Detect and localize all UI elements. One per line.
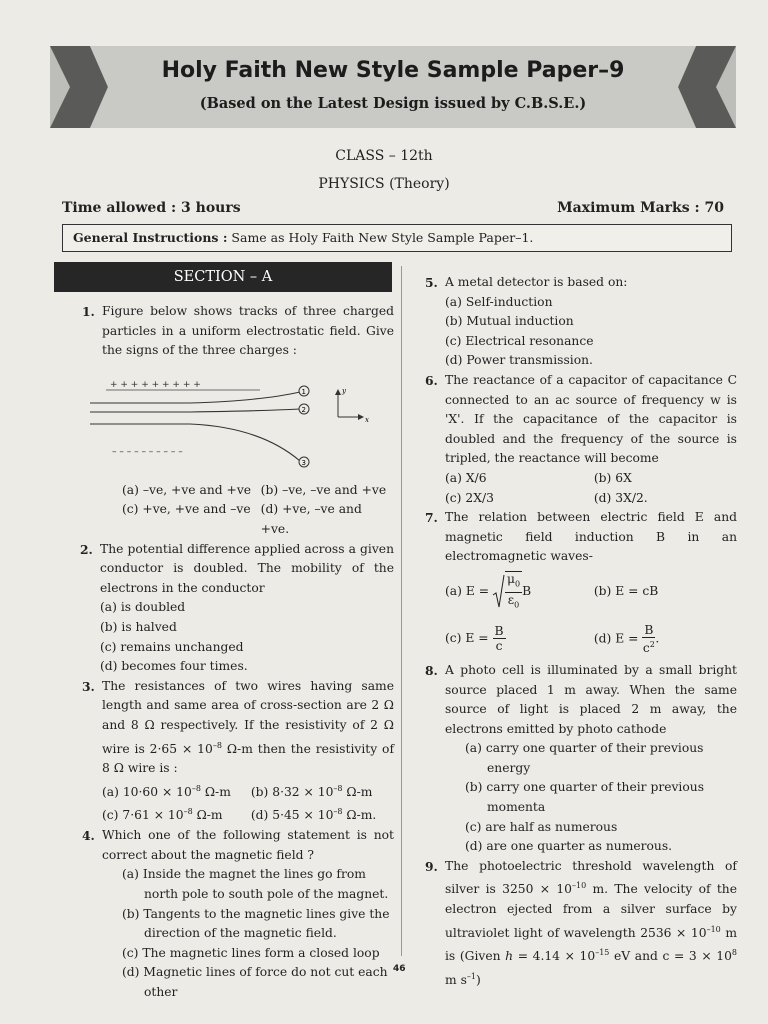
subject-label: PHYSICS (Theory) [318,176,450,192]
class-label: CLASS – 12th [335,148,433,164]
section-heading: SECTION – A [54,262,392,292]
general-instructions [62,224,732,252]
option-d: (d) Magnetic lines of force do not cut each other [122,965,388,999]
option-a: (a) E = $\frac{\mu_0}{\varepsilon_0}$ B [445,571,594,612]
question-2: 2. The potential difference applied across a given conductor is doubled. The mobility of the electrons in the conductor (a) is doubled (b) is halved (c) remains unchanged (d) becomes four times. [80,540,394,677]
option-c: (c) The magnetic lines form a closed loop [122,945,380,960]
option-d: (d) E = $\frac{B}{c^2}$ . [593,622,660,655]
x-axis-label: x [365,415,369,424]
title-banner [50,46,736,128]
option-c: (c) +ve, +ve and –ve [122,502,251,517]
right-column [425,273,737,991]
option-b: (b) Tangents to the magnetic lines give the direction of the magnetic field. [122,906,390,941]
question-8-text: A photo cell is illuminated by a small bright source placed 1 m away. When the same source of light is placed 2 m away, the electrons emitted by photo cathode [445,662,737,736]
question-4: 4. Which one of the following statement is not correct about the magnetic field ? (a) Inside the magnet the lines go from north pole to south pole of the magnet. (b) Tangents to the magnetic lines give the direction of the magnetic field. (c) The magnetic lines form a closed loop (d) Magnetic lines of force do not cut each other [82,826,394,1002]
question-9-text: The photoelectric threshold wavelength of silver is $3250 \times 10^{-10}$ m. The velocity of the electron ejected from a silver surface by ultraviolet light of wavelength $2536 \times 10^{-10}$ m is (Given $h = 4.14 \times 10^{-15}$ eV and $c = 3 \times 10^8$ m $s^{-1}$) [445,858,738,988]
option-b: (b) –ve, –ve and +ve [260,482,387,497]
question-5: 5. A metal detector is based on: (a) Self-induction (b) Mutual induction (c) Electrical resonance (d) Power transmission. [425,273,737,371]
question-1-options-row1 [102,481,394,501]
option-a: (a) X/6 [445,470,487,485]
option-b: (b) is halved [100,619,177,634]
question-3: 3. The resistances of two wires having same length and same area of cross-section are 2 Ω and 8 Ω respectively. If the resistivity of 2 Ω wire is $2\cdot 65 \times 10^{-8}$ Ω-m then the resistivity of 8 Ω wire is : (a) $10\cdot 60 \times 10^{-8}$ Ω-m (b) $8\cdot 32 \times 10^{-8}$ Ω-m (c) $7\cdot 61 \times 10^{-8}$ Ω-m (d) $5\cdot 45 \times 10^{-8}$ Ω-m. [82,677,394,826]
option-b: (b) 6X [593,470,632,485]
plus-plate: + + + + + + + + + [110,379,201,390]
question-3-options-row1 [102,779,394,803]
option-d: (d) are one quarter as numerous. [465,839,673,854]
option-a: (a) carry one quarter of their previous energy [465,741,704,775]
y-axis-label: y [342,386,346,395]
question-2-text: The potential difference applied across a given conductor is doubled. The mobility of the electrons in the conductor [100,541,394,595]
paper-title: Holy Faith New Style Sample Paper–9 [161,58,625,83]
time-allowed: Time allowed : 3 hours [62,200,241,216]
column-divider [401,266,402,956]
option-d: (d) becomes four times. [100,659,248,674]
instructions-label: General Instructions : [73,230,228,245]
sqrt-symbol [493,575,505,609]
instructions-text: Same as Holy Faith New Style Sample Paper–1. [231,230,534,245]
paper-subtitle: (Based on the Latest Design issued by C.B.S.E.) [199,95,587,112]
page-number: 46 [393,964,406,974]
option-c: (c) Electrical resonance [445,333,594,348]
option-a: (a) Self-induction [445,294,553,309]
option-d: (d) $5\cdot 45 \times 10^{-8}$ Ω-m. [250,807,377,823]
track-3-label: 3 [301,458,306,467]
question-5-text: A metal detector is based on: [445,275,628,289]
option-a: (a) is doubled [100,600,186,615]
option-a: (a) –ve, +ve and +ve [122,482,252,497]
question-4-text: Which one of the following statement is not correct about the magnetic field ? [102,828,394,862]
charge-tracks-figure [90,375,369,473]
option-b: (b) carry one quarter of their previous momenta [465,780,704,815]
question-7-options-row2 [445,617,737,661]
question-3-options-row2 [102,802,394,826]
option-b: (b) E = cB [593,584,659,599]
track-1-label: 1 [301,387,306,396]
option-b: (b) $8\cdot 32 \times 10^{-8}$ Ω-m [250,783,373,799]
option-d: (d) 3X/2. [593,490,648,505]
question-6-options-row1 [445,469,737,489]
option-c: (c) 2X/3 [445,490,494,505]
question-3-text: The resistances of two wires having same length and same area of cross-section are 2 Ω and 8 Ω respectively. If the resistivity of 2 Ω wire is $2\cdot 65 \times 10^{-8}$ Ω-m then the resistivity of 8 Ω wire is : [102,678,395,776]
question-6-options-row2 [445,489,737,509]
track-1 [90,392,300,403]
question-1-options-row2 [102,500,394,539]
option-b: (b) Mutual induction [445,314,574,329]
option-c: (c) remains unchanged [100,639,244,654]
question-6-text: The reactance of a capacitor of capacitance C connected to an ac source of frequency w is 'X'. If the capacitance of the capacitor is doubled and the frequency of the source is tripled, the reactance will become [445,372,737,466]
question-7-text: The relation between electric field E and magnetic field induction B in an electromagnetic waves- [445,510,737,564]
question-9: 9. The photoelectric threshold wavelength of silver is $3250 \times 10^{-10}$ m. The velocity of the electron ejected from a silver surface by ultraviolet light of wavelength $2536 \times 10^{-10}$ m is (Given $h = 4.14 \times 10^{-15}$ eV and $c = 3 \times 10^8$ m $s^{-1}$) [425,857,737,991]
track-2-label: 2 [301,405,306,414]
question-7: 7. The relation between electric field E and magnetic field induction B in an electromagnetic waves- (a) E = $\frac{\mu_0}{\varepsilon_0}$ B (b) E = cB (c) E = $\frac{B}{c}$ (d) E = $\frac{B}{c^2}$ . [425,508,737,661]
option-d: (d) Power transmission. [445,353,593,368]
question-1: 1. Figure below shows tracks of three charged particles in a uniform electrostatic field. Give the signs of the three charges : + + + + + + + + + – – – – – – – – – – 1 2 3 y x (a) –ve, +ve and +ve (b) –ve, –ve and +ve (c) +ve, +ve and –ve (d) +ve, –ve and +ve. [82,302,394,540]
maximum-marks: Maximum Marks : 70 [557,200,724,216]
option-c: (c) are half as numerous [465,819,618,834]
question-8: 8. A photo cell is illuminated by a small bright source placed 1 m away. When the same source of light is placed 2 m away, the electrons emitted by photo cathode (a) carry one quarter of their previous energy (b) carry one quarter of their previous momenta (c) are half as numerous (d) are one quarter as numerous. [425,661,737,857]
option-c: (c) E = $\frac{B}{c}$ [445,624,504,654]
option-c: (c) $7\cdot 61 \times 10^{-8}$ Ω-m [102,807,223,823]
option-a: (a) Inside the magnet the lines go from north pole to south pole of the magnet. [122,867,389,901]
option-a: (a) $10\cdot 60 \times 10^{-8}$ Ω-m [102,783,231,799]
option-d: (d) +ve, –ve and +ve. [260,502,362,536]
question-1-text: Figure below shows tracks of three charged particles in a uniform electrostatic field. Give the signs of the three charges : [102,304,394,358]
track-2 [90,409,300,412]
left-column [82,302,394,1003]
question-7-options-row1 [445,567,737,617]
question-6: 6. The reactance of a capacitor of capacitance C connected to an ac source of frequency w is 'X'. If the capacitance of the capacitor is doubled and the frequency of the source is tripled, the reactance will become (a) X/6 (b) 6X (c) 2X/3 (d) 3X/2. [425,371,737,508]
minus-plate: – – – – – – – – – – [112,446,183,457]
